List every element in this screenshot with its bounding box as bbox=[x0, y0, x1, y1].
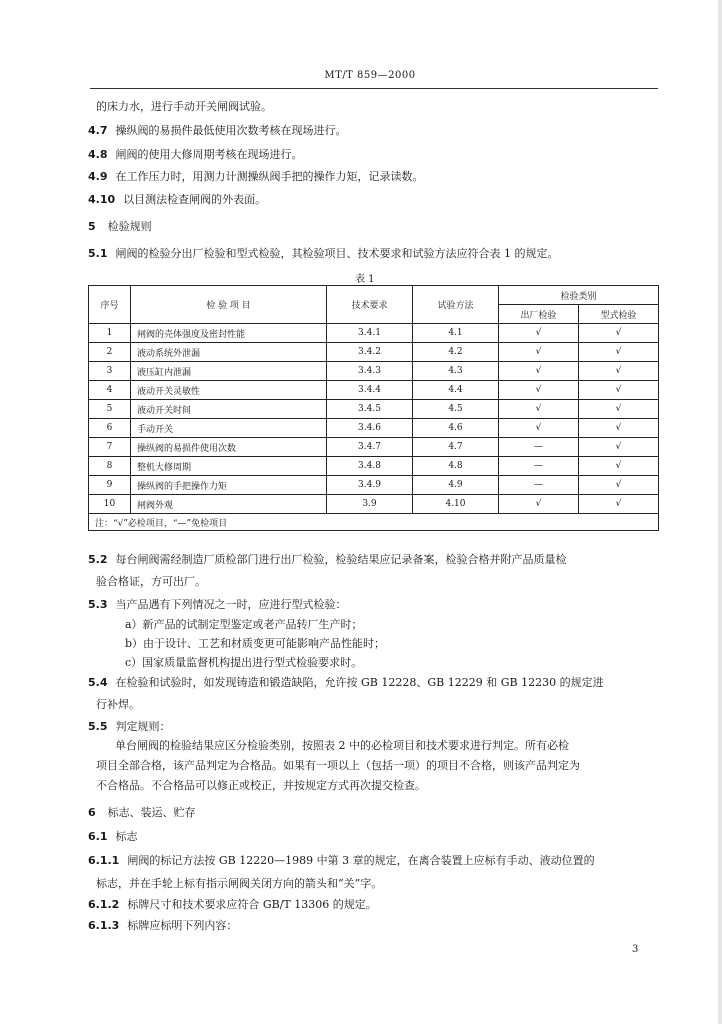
clause-number: 4.8 bbox=[88, 148, 108, 161]
line-text: 标志 bbox=[115, 830, 138, 843]
cell-type: √ bbox=[579, 419, 659, 438]
line-text: c）国家质量监督机构提出进行型式检验要求时。 bbox=[125, 656, 363, 669]
table-caption: 表 1 bbox=[355, 274, 375, 285]
text-line bbox=[88, 898, 377, 912]
clause-number: 5.2 bbox=[88, 553, 108, 566]
inspection-table bbox=[88, 285, 659, 531]
cell-seq: 7 bbox=[89, 438, 131, 457]
cell-type: √ bbox=[579, 438, 659, 457]
line-text: 闸阀的标记方法按 GB 12220—1989 中第 3 章的规定，在离合装置上应标有手动、液动位置的 bbox=[127, 854, 595, 867]
section-title: 检验规则 bbox=[107, 220, 152, 233]
page-number: 3 bbox=[632, 944, 639, 955]
cell-type: √ bbox=[579, 457, 659, 476]
text-line bbox=[88, 553, 567, 567]
clause-number: 6.1.1 bbox=[88, 854, 120, 867]
cell-method: 4.9 bbox=[413, 476, 499, 495]
clause-number: 5.1 bbox=[88, 247, 108, 260]
cell-req: 3.9 bbox=[327, 495, 413, 514]
cell-req: 3.4.8 bbox=[327, 457, 413, 476]
cell-seq: 1 bbox=[89, 324, 131, 343]
line-text: 的床力水，进行手动开关闸阀试验。 bbox=[96, 100, 272, 113]
table-row bbox=[89, 362, 659, 381]
line-text: 验合格证，方可出厂。 bbox=[96, 575, 206, 588]
text-line bbox=[88, 575, 206, 589]
cell-type: √ bbox=[579, 343, 659, 362]
cell-item: 液压缸内泄漏 bbox=[131, 362, 327, 381]
header-method: 试验方法 bbox=[413, 286, 499, 324]
cell-factory: √ bbox=[499, 419, 579, 438]
text-line bbox=[88, 124, 347, 138]
table-row bbox=[89, 495, 659, 514]
cell-method: 4.6 bbox=[413, 419, 499, 438]
cell-type: √ bbox=[579, 381, 659, 400]
cell-item: 液动开关时间 bbox=[131, 400, 327, 419]
cell-type: √ bbox=[579, 324, 659, 343]
line-text: 行补焊。 bbox=[96, 698, 140, 711]
text-line bbox=[88, 100, 272, 114]
cell-method: 4.1 bbox=[413, 324, 499, 343]
cell-item: 闸阀的壳体强度及密封性能 bbox=[131, 324, 327, 343]
cell-method: 4.7 bbox=[413, 438, 499, 457]
clause-number: 6.1.2 bbox=[88, 898, 120, 911]
cell-req: 3.4.7 bbox=[327, 438, 413, 457]
cell-factory: √ bbox=[499, 324, 579, 343]
cell-type: √ bbox=[579, 476, 659, 495]
clause-number: 4.10 bbox=[88, 193, 116, 206]
table-row bbox=[89, 457, 659, 476]
clause-number: 6.1.3 bbox=[88, 919, 120, 932]
text-line bbox=[107, 739, 569, 753]
cell-factory: — bbox=[499, 457, 579, 476]
cell-item: 操纵阀的易损件使用次数 bbox=[131, 438, 327, 457]
text-line bbox=[88, 148, 303, 162]
text-line bbox=[88, 877, 382, 891]
line-text: a）新产品的试制定型鉴定或老产品转厂生产时； bbox=[125, 618, 363, 631]
cell-factory: √ bbox=[499, 381, 579, 400]
cell-type: √ bbox=[579, 362, 659, 381]
cell-seq: 4 bbox=[89, 381, 131, 400]
line-text: 闸阀的使用大修周期考核在现场进行。 bbox=[115, 148, 303, 161]
text-line bbox=[117, 656, 362, 670]
cell-item: 整机大修周期 bbox=[131, 457, 327, 476]
line-text: 在检验和试验时，如发现铸造和锻造缺陷，允许按 GB 12228、GB 12229 和 GB 12230 的规定进 bbox=[115, 676, 604, 689]
cell-seq: 5 bbox=[89, 400, 131, 419]
header-rule bbox=[90, 88, 658, 89]
clause-number: 5.5 bbox=[88, 720, 108, 733]
cell-req: 3.4.9 bbox=[327, 476, 413, 495]
text-line bbox=[88, 598, 347, 612]
line-text: 操纵阀的易损件最低使用次数考核在现场进行。 bbox=[115, 124, 347, 137]
scan-edge bbox=[718, 0, 722, 1024]
line-text: 项目全部合格，该产品判定为合格品。如果有一项以上（包括一项）的项目不合格，则该产品判定为 bbox=[96, 759, 580, 772]
line-text: 标志，并在手轮上标有指示闸阀关闭方向的箭头和“关”字。 bbox=[96, 877, 383, 890]
table-row bbox=[89, 381, 659, 400]
text-line bbox=[117, 618, 363, 632]
cell-factory: — bbox=[499, 476, 579, 495]
table-row bbox=[89, 438, 659, 457]
text-line bbox=[117, 637, 385, 651]
cell-item: 液动开关灵敏性 bbox=[131, 381, 327, 400]
cell-method: 4.4 bbox=[413, 381, 499, 400]
cell-method: 4.10 bbox=[413, 495, 499, 514]
cell-type: √ bbox=[579, 495, 659, 514]
clause-5-1 bbox=[88, 247, 559, 261]
cell-factory: — bbox=[499, 438, 579, 457]
line-text: 判定规则： bbox=[115, 720, 171, 733]
line-text: 单台闸阀的检验结果应区分检验类别，按照表 2 中的必检项目和技术要求进行判定。所有必检 bbox=[115, 739, 569, 752]
line-text: 以目测法检查闸阀的外表面。 bbox=[123, 193, 267, 206]
text-line bbox=[88, 676, 604, 690]
clause-number: 4.7 bbox=[88, 124, 108, 137]
header-requirement: 技术要求 bbox=[327, 286, 413, 324]
text-line bbox=[88, 830, 138, 844]
text-line bbox=[88, 720, 171, 734]
cell-req: 3.4.3 bbox=[327, 362, 413, 381]
cell-method: 4.2 bbox=[413, 343, 499, 362]
cell-req: 3.4.2 bbox=[327, 343, 413, 362]
cell-req: 3.4.1 bbox=[327, 324, 413, 343]
table-row bbox=[89, 324, 659, 343]
line-text: 标牌应标明下列内容： bbox=[127, 919, 238, 932]
cell-seq: 6 bbox=[89, 419, 131, 438]
header-type: 型式检验 bbox=[579, 305, 659, 324]
header-category: 检验类别 bbox=[499, 286, 659, 305]
text-line bbox=[88, 779, 426, 793]
table-row bbox=[89, 476, 659, 495]
line-text: 在工作压力时，用测力计测操纵阀手把的操作力矩，记录读数。 bbox=[115, 170, 424, 183]
table-body bbox=[89, 324, 659, 514]
cell-factory: √ bbox=[499, 362, 579, 381]
table-row bbox=[89, 343, 659, 362]
line-text: 标牌尺寸和技术要求应符合 GB/T 13306 的规定。 bbox=[127, 898, 377, 911]
table-note: 注：“√”必检项目，“—”免检项目 bbox=[89, 514, 659, 531]
cell-factory: √ bbox=[499, 343, 579, 362]
cell-req: 3.4.5 bbox=[327, 400, 413, 419]
cell-seq: 2 bbox=[89, 343, 131, 362]
cell-seq: 8 bbox=[89, 457, 131, 476]
cell-item: 操纵阀的手把操作力矩 bbox=[131, 476, 327, 495]
header-factory: 出厂检验 bbox=[499, 305, 579, 324]
cell-seq: 9 bbox=[89, 476, 131, 495]
table-row bbox=[89, 419, 659, 438]
header-item: 检 验 项 目 bbox=[131, 286, 327, 324]
cell-factory: √ bbox=[499, 495, 579, 514]
header-seq: 序号 bbox=[89, 286, 131, 324]
cell-method: 4.3 bbox=[413, 362, 499, 381]
text-line bbox=[88, 193, 266, 207]
line-text: 不合格品。不合格品可以修正或校正，并按规定方式再次提交检查。 bbox=[96, 779, 426, 792]
cell-seq: 10 bbox=[89, 495, 131, 514]
cell-req: 3.4.6 bbox=[327, 419, 413, 438]
clause-text: 闸阀的检验分出厂检验和型式检验，其检验项目、技术要求和试验方法应符合表 1 的规定。 bbox=[115, 247, 559, 260]
cell-factory: √ bbox=[499, 400, 579, 419]
cell-item: 闸阀外观 bbox=[131, 495, 327, 514]
cell-item: 手动开关 bbox=[131, 419, 327, 438]
text-line bbox=[88, 919, 237, 933]
line-text: b）由于设计、工艺和材质变更可能影响产品性能时； bbox=[125, 637, 386, 650]
clause-number: 6 bbox=[88, 806, 96, 819]
clause-number: 6.1 bbox=[88, 830, 108, 843]
cell-seq: 3 bbox=[89, 362, 131, 381]
cell-req: 3.4.4 bbox=[327, 381, 413, 400]
table-row bbox=[89, 400, 659, 419]
text-line bbox=[88, 759, 580, 773]
cell-method: 4.8 bbox=[413, 457, 499, 476]
cell-method: 4.5 bbox=[413, 400, 499, 419]
section-number: 5 bbox=[88, 220, 96, 233]
clause-number: 5.4 bbox=[88, 676, 108, 689]
clause-number: 5.3 bbox=[88, 598, 108, 611]
text-line bbox=[88, 854, 595, 868]
page-header: MT/T 859—2000 bbox=[324, 70, 416, 81]
line-text: 标志、装运、贮存 bbox=[107, 806, 196, 819]
line-text: 当产品遇有下列情况之一时，应进行型式检验： bbox=[115, 598, 347, 611]
clause-number: 4.9 bbox=[88, 170, 108, 183]
text-line bbox=[88, 806, 196, 820]
text-line bbox=[88, 170, 424, 184]
cell-type: √ bbox=[579, 400, 659, 419]
section-5-heading bbox=[88, 220, 152, 234]
cell-item: 液动系统外泄漏 bbox=[131, 343, 327, 362]
line-text: 每台闸阀需经制造厂质检部门进行出厂检验，检验结果应记录备案，检验合格并附产品质量检 bbox=[115, 553, 567, 566]
text-line bbox=[88, 698, 140, 712]
